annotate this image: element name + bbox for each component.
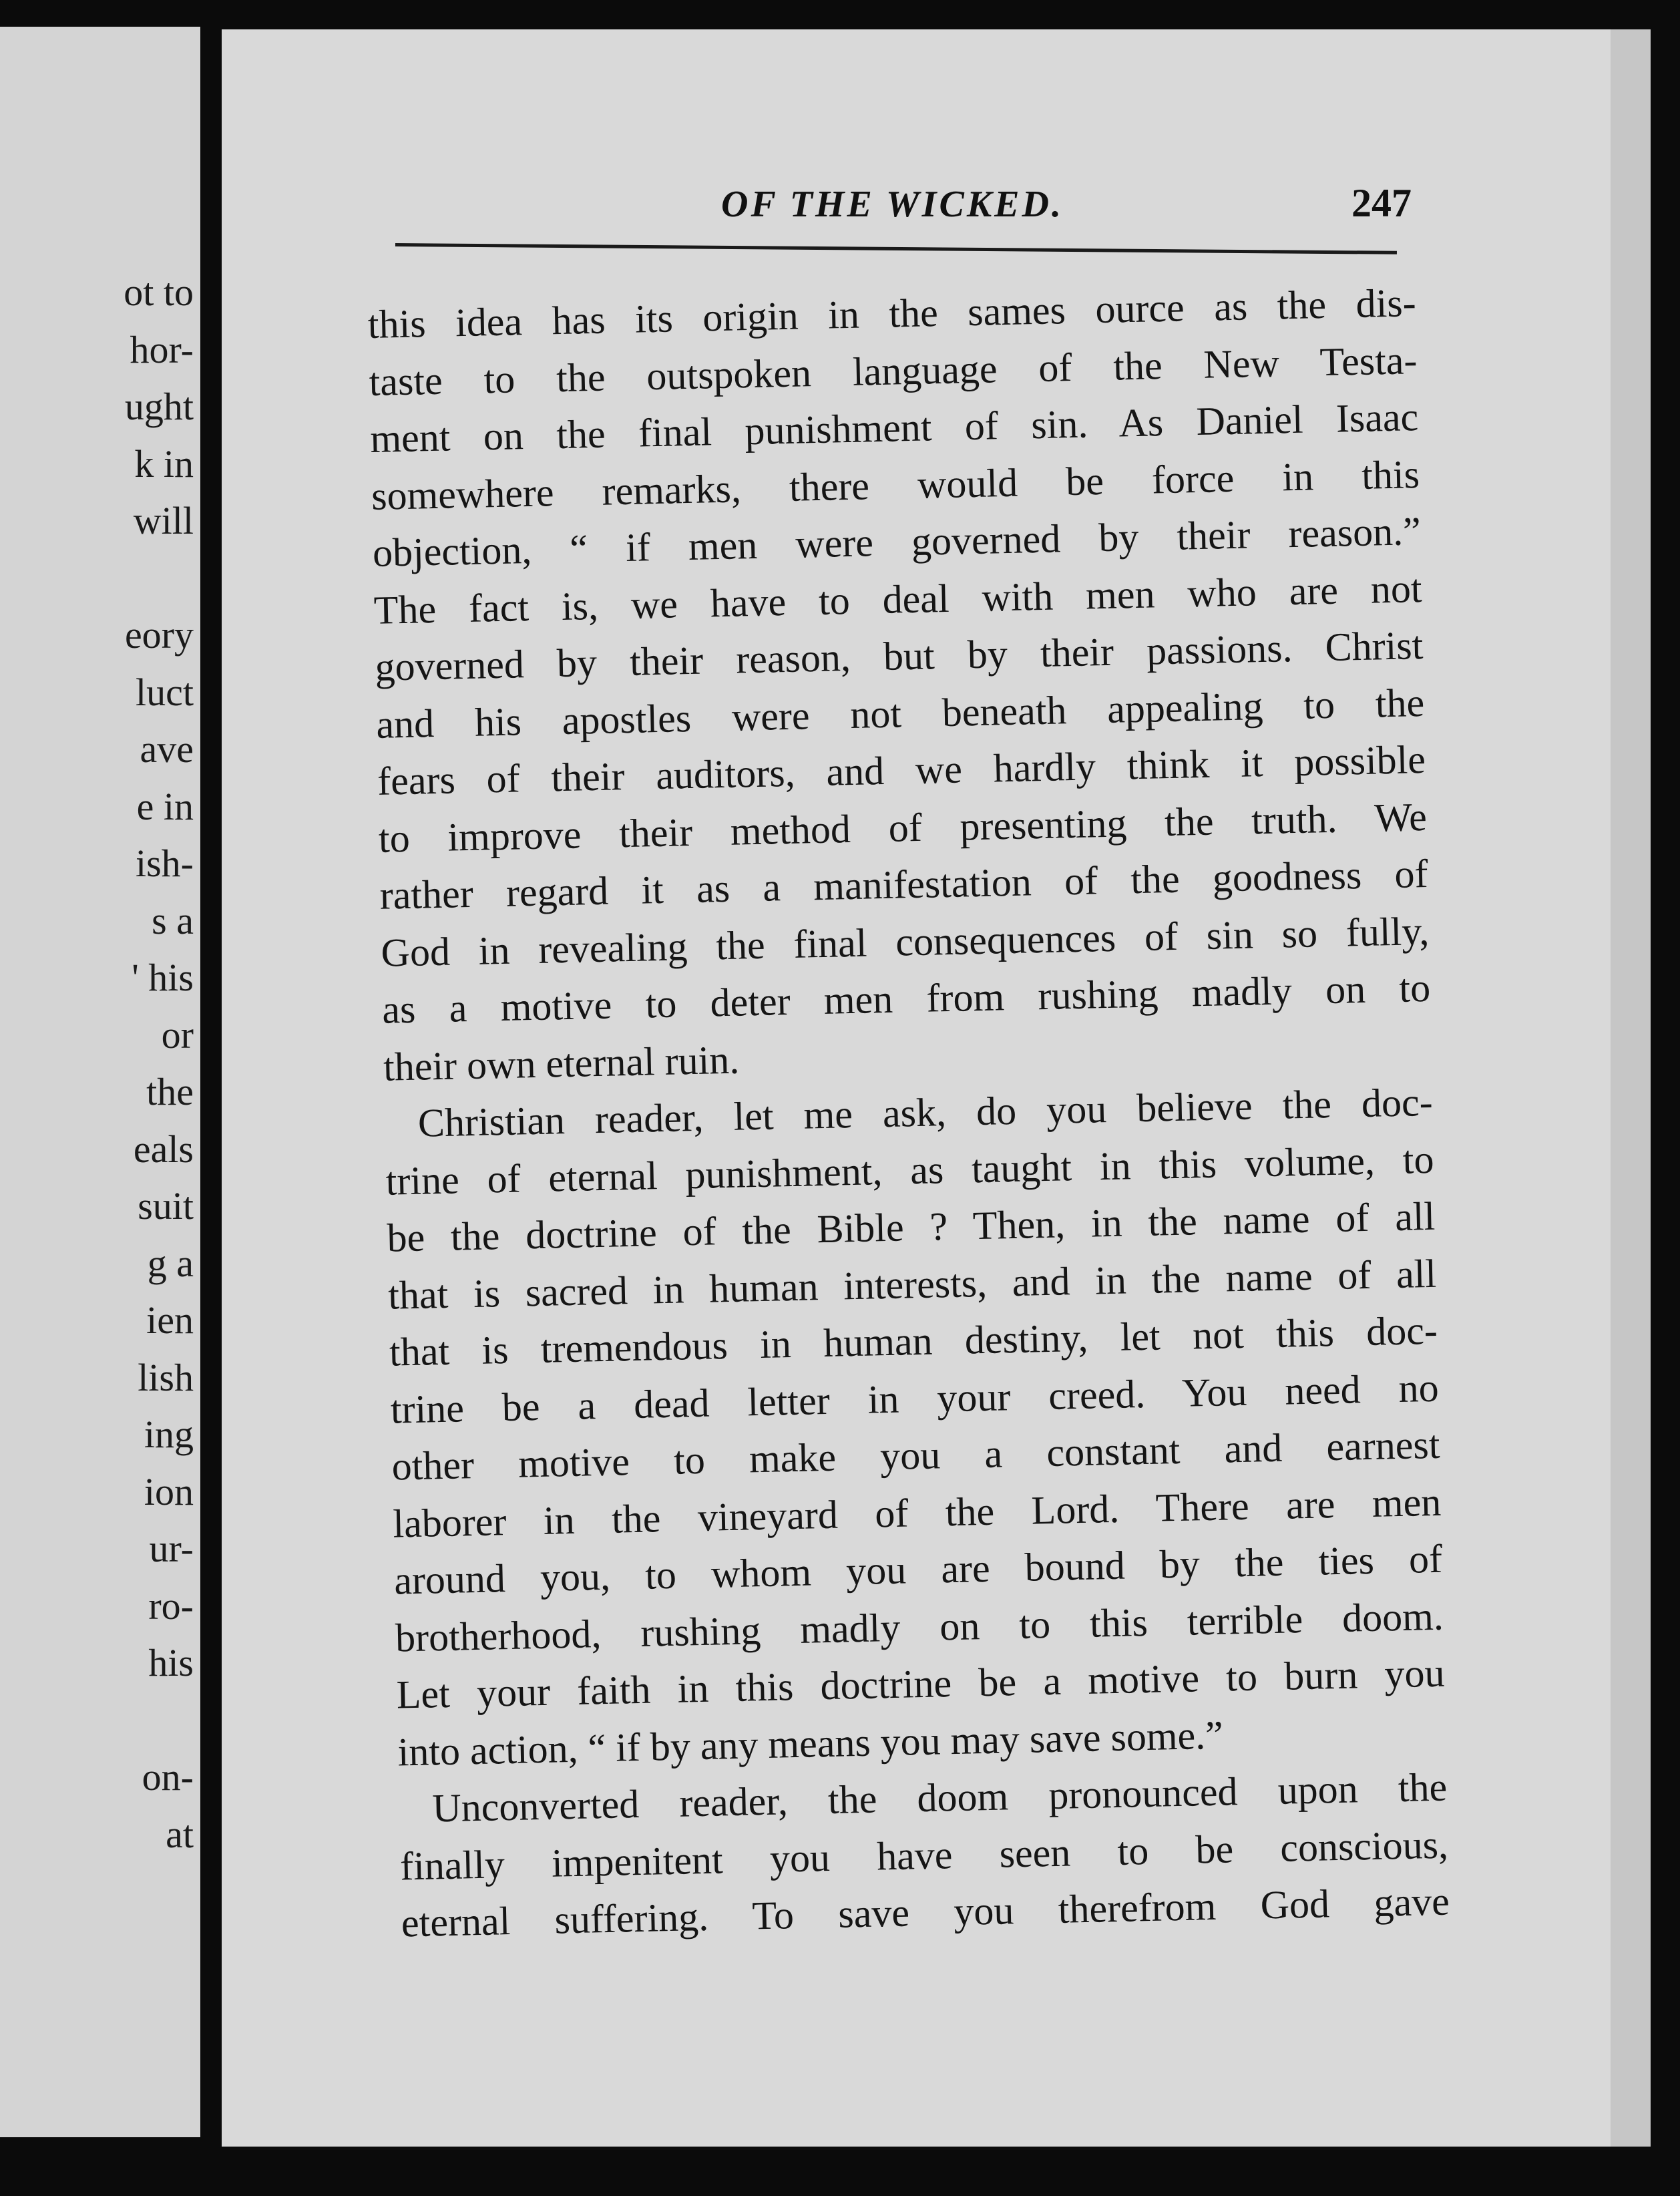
text-line: fears of their auditors, and we hardly think it possible (377, 737, 1426, 803)
left-line: ien (146, 1298, 194, 1342)
text-line: around you, to whom you are bound by the ties of (393, 1536, 1443, 1603)
text-line: trine of eternal punishment, as taught in this volume, to (385, 1137, 1435, 1204)
text-line: be the doctrine of the Bible ? Then, in the name of all (386, 1194, 1436, 1260)
left-line: at (166, 1812, 194, 1856)
left-line: s a (152, 898, 194, 942)
text-line: objection, “ if men were governed by their reason.” (372, 509, 1422, 575)
text-line: their own eternal ruin. (383, 1037, 740, 1089)
left-page-text (0, 264, 194, 1863)
text-line: that is tremendous in human destiny, let not this doc- (389, 1308, 1438, 1375)
left-line: ' his (132, 956, 194, 999)
left-line: e in (136, 784, 194, 828)
left-line: k in (134, 441, 194, 486)
text-line: this idea has its origin in the sames ource as the dis- (367, 281, 1417, 347)
text-line: brotherhood, rushing madly on to this terrible doom. (395, 1594, 1444, 1660)
text-line: Unconverted reader, the doom pronounced upon the (431, 1765, 1448, 1831)
text-line: laborer in the vineyard of the Lord. There are men (392, 1479, 1442, 1546)
text-line: The fact is, we have to deal with men who are not (373, 566, 1423, 632)
text-line: rather regard it as a manifestation of the goodness of (379, 851, 1429, 918)
left-line: ing (144, 1413, 194, 1456)
text-line: eternal suffering. To save you therefrom God gave (401, 1879, 1450, 1946)
left-line: his (148, 1641, 194, 1684)
text-line: taste to the outspoken language of the New Testa- (368, 337, 1418, 404)
text-line: ment on the final punishment of sin. As Daniel Isaac (369, 395, 1419, 461)
body-text (367, 274, 1450, 1952)
left-line: eory (124, 613, 194, 657)
left-line: eals (133, 1127, 194, 1171)
text-line: somewhere remarks, there would be force in this (371, 451, 1420, 518)
left-line: hor- (130, 327, 194, 371)
text-line: governed by their reason, but by their passions. Christ (374, 623, 1424, 689)
left-line: ish- (136, 842, 194, 885)
text-line: that is sacred in human interests, and in the name of all (387, 1251, 1437, 1318)
left-line: ave (140, 727, 194, 771)
left-facing-page (0, 27, 200, 2137)
text-line: trine be a dead letter in your creed. You need no (390, 1365, 1440, 1432)
book-page (222, 29, 1651, 2147)
left-line: ur- (149, 1527, 194, 1570)
left-line: ro- (148, 1584, 194, 1628)
left-line: ion (144, 1469, 194, 1513)
left-line: ot to (124, 270, 194, 314)
left-line: or (161, 1013, 194, 1057)
left-line: g a (147, 1241, 194, 1285)
text-line: finally impenitent you have seen to be conscious, (399, 1822, 1449, 1888)
page-number: 247 (1351, 181, 1412, 225)
running-head (222, 183, 1424, 250)
left-line: suit (138, 1184, 194, 1228)
text-line: God in revealing the final consequences of sin so fully, (380, 908, 1430, 975)
left-line: the (146, 1070, 194, 1113)
left-line: on- (142, 1755, 194, 1799)
running-head-title: OF THE WICKED. (721, 184, 1064, 225)
text-line: Christian reader, let me ask, do you believe the doc- (417, 1079, 1434, 1145)
text-line: into action, “ if by any means you may save some.” (397, 1712, 1224, 1775)
text-line: as a motive to deter men from rushing madly on to (381, 965, 1431, 1032)
left-line: ught (124, 385, 194, 428)
text-line: other motive to make you a constant and earnest (391, 1422, 1441, 1489)
text-line: and his apostles were not beneath appealing to the (375, 680, 1425, 747)
left-line: lish (138, 1355, 194, 1399)
left-line: luct (136, 670, 194, 714)
page-edge-shadow (1611, 29, 1651, 2147)
left-line: will (133, 499, 194, 542)
text-line: to improve their method of presenting the truth. We (378, 794, 1428, 861)
text-line: Let your faith in this doctrine be a motive to burn you (396, 1650, 1446, 1717)
